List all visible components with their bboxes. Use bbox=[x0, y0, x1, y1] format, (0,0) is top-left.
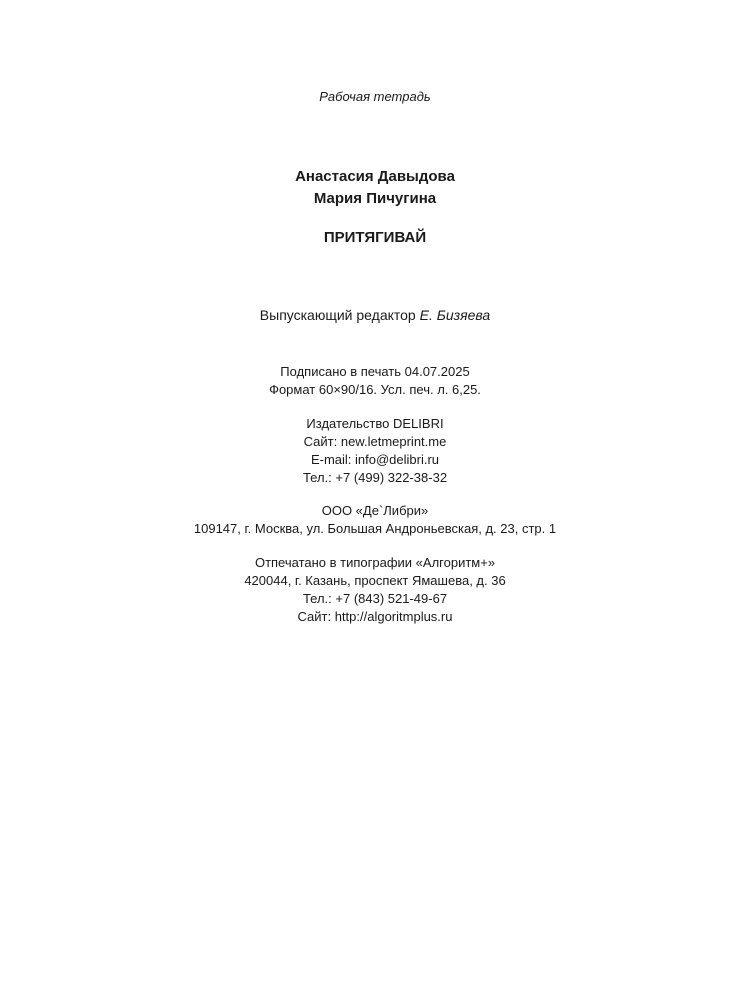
author-name: Мария Пичугина bbox=[313, 190, 437, 207]
print-info-block bbox=[0, 363, 750, 399]
publisher-name: Издательство DELIBRI bbox=[306, 416, 444, 431]
publisher-block bbox=[0, 415, 750, 487]
editor-label: Выпускающий редактор bbox=[259, 307, 416, 323]
printer-address: 420044, г. Казань, проспект Ямашева, д. 36 bbox=[244, 573, 506, 588]
book-genre: Рабочая тетрадь bbox=[319, 89, 431, 104]
book-title: ПРИТЯГИВАЙ bbox=[323, 229, 427, 246]
printer-site: Сайт: http://algoritmplus.ru bbox=[297, 609, 453, 624]
print-format: Формат 60×90/16. Усл. печ. л. 6,25. bbox=[269, 382, 481, 397]
company-name: ООО «Де`Либри» bbox=[321, 503, 429, 518]
authors-block bbox=[0, 166, 750, 210]
editor-line bbox=[0, 307, 750, 323]
author-name: Анастасия Давыдова bbox=[295, 168, 455, 185]
editor-name: Е. Бизяева bbox=[419, 307, 491, 323]
signed-to-print: Подписано в печать 04.07.2025 bbox=[280, 364, 470, 379]
printer-block bbox=[0, 554, 750, 626]
company-block bbox=[0, 502, 750, 538]
printer-phone: Тел.: +7 (843) 521-49-67 bbox=[302, 591, 448, 606]
printer-name: Отпечатано в типографии «Алгоритм+» bbox=[254, 555, 496, 570]
company-address: 109147, г. Москва, ул. Большая Андроньевская, д. 23, стр. 1 bbox=[193, 521, 557, 536]
publisher-phone: Тел.: +7 (499) 322-38-32 bbox=[302, 470, 448, 485]
publisher-site: Сайт: new.letmeprint.me bbox=[303, 434, 447, 449]
publisher-email: E-mail: info@delibri.ru bbox=[310, 452, 440, 467]
